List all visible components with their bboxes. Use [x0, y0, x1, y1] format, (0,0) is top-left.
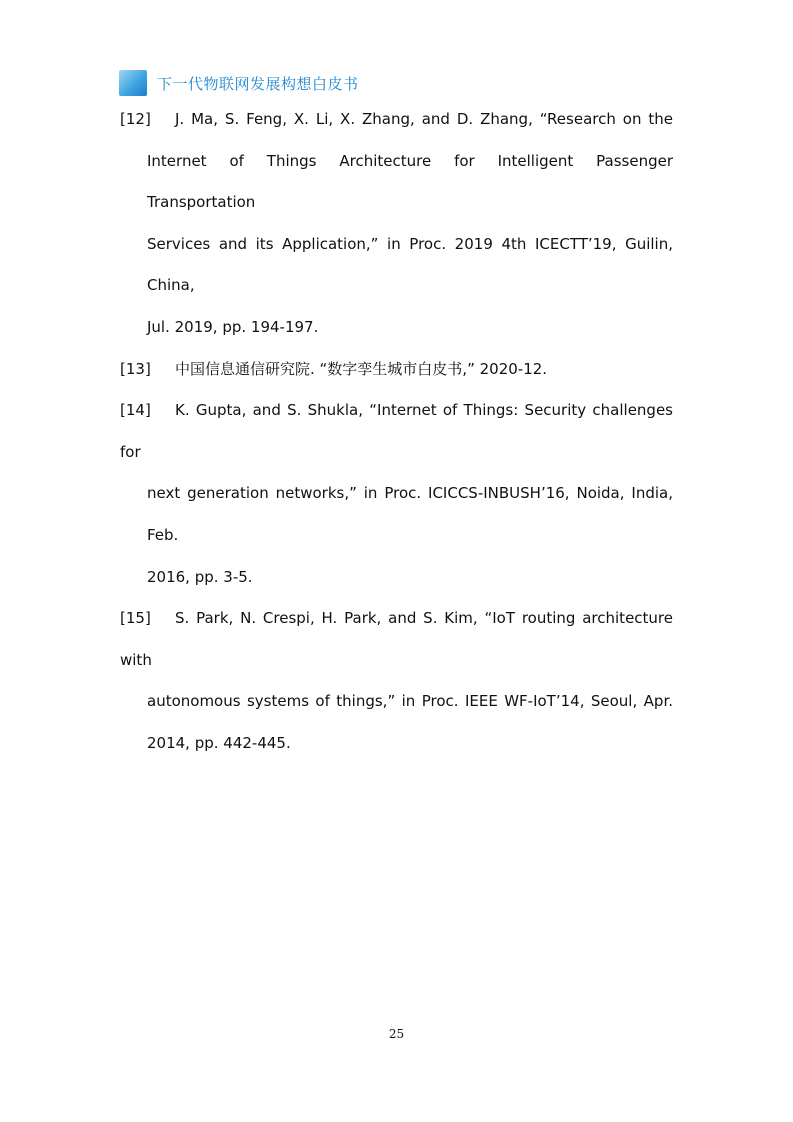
reference-list	[120, 99, 673, 765]
reference-item	[120, 99, 673, 349]
reference-line: Jul. 2019, pp. 194-197.	[147, 317, 319, 336]
reference-line: Services and its Application,” in Proc. 2019 4th ICECTT’19, Guilin, China,	[147, 234, 673, 295]
header-title: 下一代物联网发展构想白皮书	[157, 74, 359, 93]
reference-line: Internet of Things Architecture for Intelligent Passenger Transportation	[147, 151, 673, 212]
reference-line	[120, 390, 673, 473]
reference-line: next generation networks,” in Proc. ICICCS-INBUSH’16, Noida, India, Feb.	[147, 484, 673, 544]
reference-line	[120, 99, 673, 141]
reference-text: S. Park, N. Crespi, H. Park, and S. Kim, “IoT routing architecture with	[120, 609, 673, 669]
reference-item	[120, 349, 673, 391]
page-header	[119, 70, 359, 96]
reference-line: 2016, pp. 3-5.	[147, 567, 253, 586]
reference-line: autonomous systems of things,” in Proc. IEEE WF-IoT’14, Seoul, Apr.	[147, 692, 673, 711]
reference-text: K. Gupta, and S. Shukla, “Internet of Things: Security challenges for	[120, 401, 673, 461]
header-logo-icon	[119, 70, 147, 96]
reference-line	[120, 598, 673, 681]
reference-text: 中国信息通信研究院. “数字孪生城市白皮书,” 2020-12.	[175, 359, 548, 378]
reference-item	[120, 390, 673, 598]
reference-number: [13]	[120, 359, 151, 378]
reference-text: J. Ma, S. Feng, X. Li, X. Zhang, and D. Zhang, “Research on the	[175, 110, 673, 128]
reference-number: [14]	[120, 401, 151, 420]
reference-number: [12]	[120, 110, 151, 128]
reference-number: [15]	[120, 609, 151, 628]
reference-item	[120, 598, 673, 764]
page-number: 25	[388, 1027, 405, 1041]
reference-line: 2014, pp. 442-445.	[147, 733, 291, 752]
reference-line	[120, 349, 673, 391]
